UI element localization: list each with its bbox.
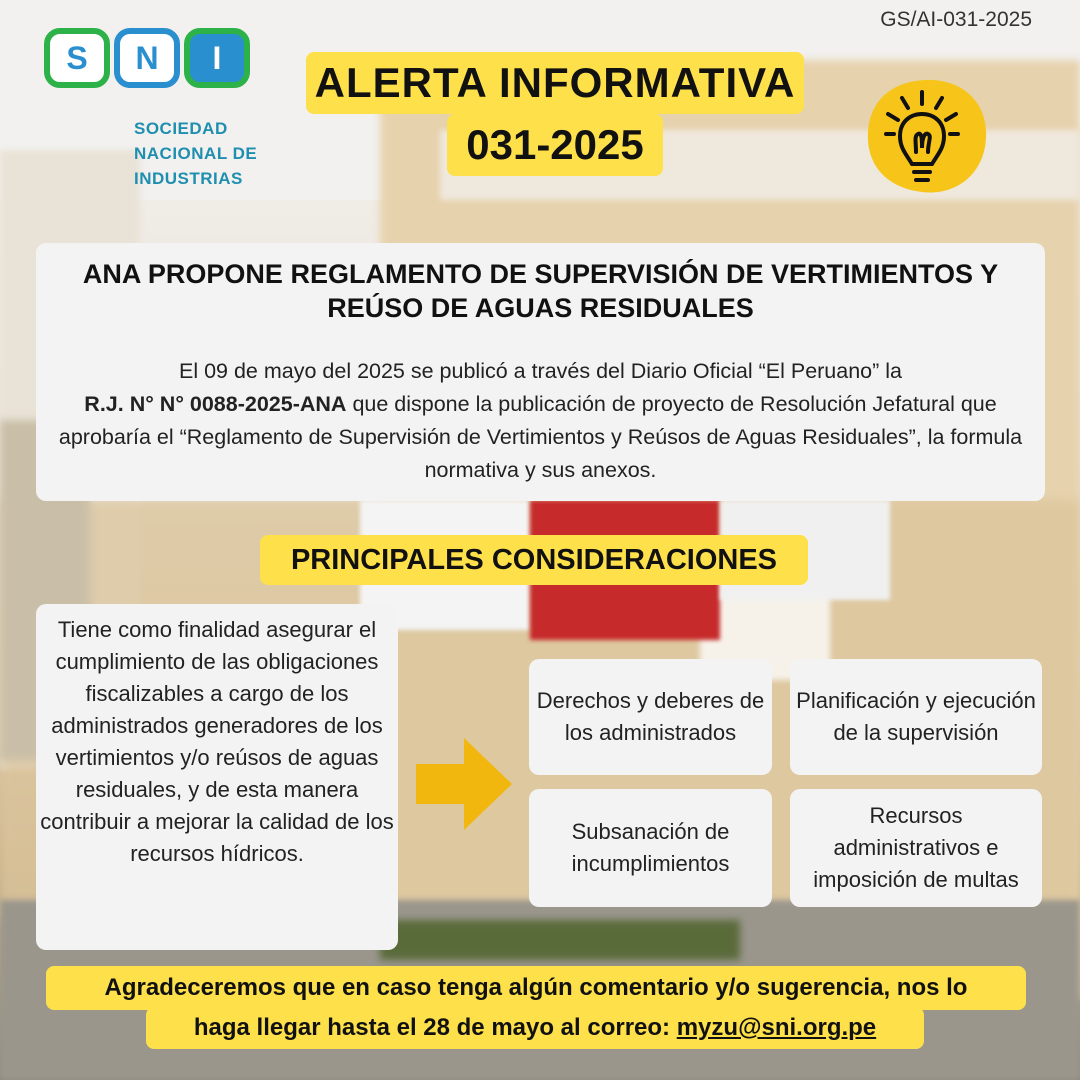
sni-logo (44, 28, 294, 191)
lightbulb-icon (862, 72, 992, 200)
footer-line1: Agradeceremos que en caso tenga algún comentario y/o sugerencia, nos lo (46, 966, 1026, 1010)
consideration-item: Derechos y deberes de los administrados (529, 659, 772, 775)
headline: ANA PROPONE REGLAMENTO DE SUPERVISIÓN DE VERTIMIENTOS Y REÚSO DE AGUAS RESIDUALES (82, 259, 999, 323)
footer-line2-text: haga llegar hasta el 28 de mayo al correo: (193, 1014, 677, 1041)
logo-text-line3: INDUSTRIAS (134, 169, 243, 188)
section-title: PRINCIPALES CONSIDERACIONES (260, 535, 808, 585)
logo-letter-n: N (114, 28, 180, 88)
summary-text-detail: que dispone la publicación de proyecto de Resolución Jefatural que aprobaría el “Reglamento de Supervisión de Vertimientos y Reúsos de Aguas Residuales”, la formula normativa y sus anexos. (58, 392, 1023, 482)
document-code: GS/AI-031-2025 (880, 8, 1032, 31)
summary-text (46, 355, 1035, 487)
background-garden (380, 920, 740, 960)
consideration-item: Recursos administrativos e imposición de multas (790, 789, 1042, 907)
sni-logo-mark (44, 28, 294, 88)
alert-title-line1: ALERTA INFORMATIVA (306, 52, 804, 114)
purpose-text: Tiene como finalidad asegurar el cumplimiento de las obligaciones fiscalizables a cargo de los administrados generadores de los vertimientos y/o reúsos de aguas residuales, y de esta manera contribuir a mejorar la calidad de los recursos hídricos. (40, 617, 394, 866)
alert-title-line2: 031-2025 (447, 114, 663, 176)
consideration-item: Planificación y ejecución de la supervisión (790, 659, 1042, 775)
footer-line2 (146, 1007, 924, 1049)
summary-text-intro: El 09 de mayo del 2025 se publicó a través del Diario Oficial “El Peruano” la (178, 359, 903, 383)
logo-text-line2: NACIONAL DE (134, 144, 258, 163)
headline-card (36, 243, 1045, 501)
logo-letter-i: I (184, 28, 250, 88)
logo-letter-s: S (44, 28, 110, 88)
logo-text (134, 116, 294, 191)
logo-text-line1: SOCIEDAD (134, 119, 228, 138)
contact-email-link[interactable]: myzu@sni.org.pe (676, 1014, 877, 1041)
resolution-number: R.J. N° N° 0088-2025-ANA (84, 392, 347, 416)
arrow-right-icon (416, 738, 512, 830)
consideration-item: Subsanación de incumplimientos (529, 789, 772, 907)
purpose-card (36, 604, 398, 950)
